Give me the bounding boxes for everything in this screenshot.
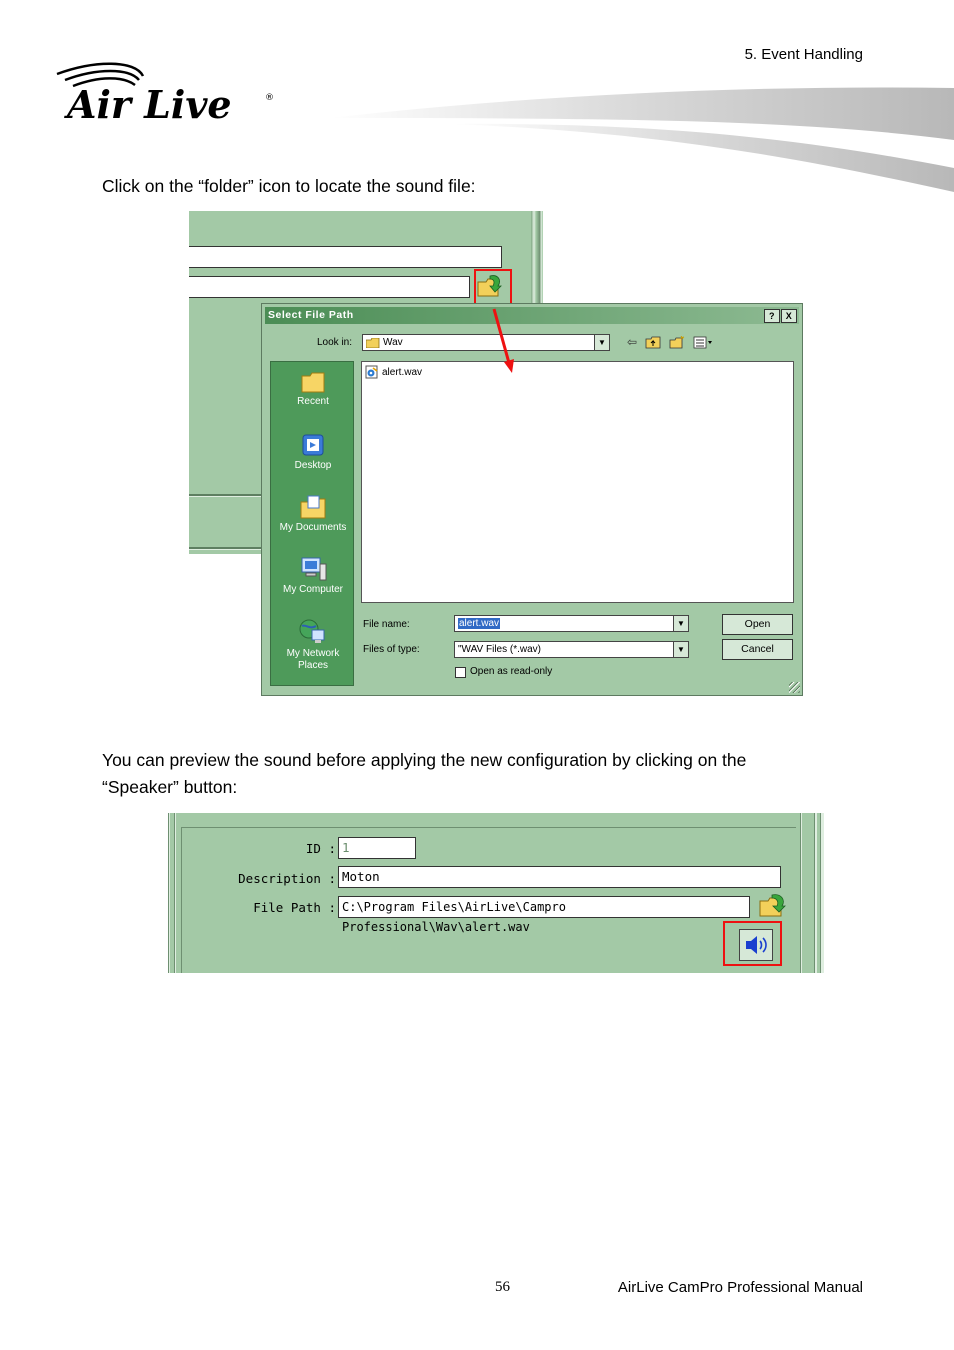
- file-name-label: File name:: [363, 619, 410, 630]
- place-label: My Computer: [282, 584, 343, 595]
- file-item[interactable]: [365, 365, 422, 379]
- place-label: Recent: [297, 396, 329, 407]
- place-my-documents[interactable]: [271, 494, 355, 534]
- dialog-titlebar: [265, 307, 799, 324]
- resize-grip[interactable]: [789, 682, 800, 693]
- svg-text:Air Live: Air Live: [67, 82, 232, 126]
- window-border: [168, 813, 176, 973]
- description-field[interactable]: [189, 246, 502, 268]
- instruction-speaker: [102, 747, 746, 801]
- desktop-icon: [300, 432, 326, 458]
- file-name-input[interactable]: [454, 615, 689, 632]
- files-of-type-label: Files of type:: [363, 644, 420, 655]
- audio-file-icon: [365, 365, 379, 379]
- dialog-title: Select File Path: [268, 309, 354, 321]
- recent-folder-icon: [300, 370, 326, 394]
- place-desktop[interactable]: [271, 432, 355, 472]
- new-folder-icon[interactable]: [669, 336, 685, 349]
- description-label: Description :: [238, 871, 336, 886]
- my-documents-icon: [299, 494, 327, 520]
- look-in-label: Look in:: [317, 337, 353, 348]
- description-input[interactable]: Moton: [338, 866, 781, 888]
- folder-icon: [758, 891, 788, 919]
- back-icon[interactable]: ⇦: [627, 335, 638, 349]
- up-folder-icon[interactable]: [645, 336, 661, 349]
- folder-icon: [366, 338, 380, 348]
- instruction-line: You can preview the sound before applying the new configuration by clicking on the: [102, 750, 747, 770]
- svg-text:®: ®: [265, 93, 274, 103]
- airlive-logo: [55, 60, 285, 126]
- file-name-value: alert.wav: [459, 618, 500, 629]
- id-label: ID :: [305, 841, 336, 856]
- view-menu-icon[interactable]: [693, 336, 713, 349]
- place-label: My Network Places: [286, 648, 340, 671]
- my-computer-icon: [298, 556, 328, 582]
- folder-browse-button[interactable]: [758, 891, 788, 922]
- instruction-line: “Speaker” button:: [102, 777, 238, 797]
- page-number: 56: [495, 1279, 510, 1295]
- id-field[interactable]: 1: [338, 837, 416, 859]
- cancel-button[interactable]: Cancel: [722, 639, 793, 660]
- chevron-down-icon[interactable]: ▼: [673, 616, 688, 631]
- help-button[interactable]: ?: [764, 309, 780, 323]
- place-label: My Documents: [279, 522, 347, 533]
- divider: [189, 547, 269, 550]
- place-recent[interactable]: [271, 370, 355, 408]
- open-button[interactable]: Open: [722, 614, 793, 635]
- window-border: [796, 813, 824, 973]
- file-path-input[interactable]: C:\Program Files\AirLive\Campro Professional\Wav\alert.wav: [338, 896, 750, 918]
- file-path-field[interactable]: [189, 276, 470, 298]
- files-of-type-value: "WAV Files (*.wav): [458, 644, 541, 655]
- read-only-checkbox[interactable]: [455, 667, 466, 678]
- chapter-title: 5. Event Handling: [744, 46, 863, 63]
- red-arrow: [490, 305, 530, 375]
- place-my-network[interactable]: [271, 618, 355, 672]
- dialog-toolbar: [627, 335, 713, 349]
- network-places-icon: [298, 618, 328, 646]
- files-of-type-select[interactable]: [454, 641, 689, 658]
- read-only-label: Open as read-only: [470, 666, 553, 677]
- file-name: alert.wav: [382, 366, 423, 378]
- look-in-select[interactable]: [362, 334, 610, 351]
- file-list[interactable]: [361, 361, 794, 603]
- instruction-folder: Click on the “folder” icon to locate the sound file:: [102, 176, 476, 196]
- place-my-computer[interactable]: [271, 556, 355, 596]
- places-bar: [270, 361, 354, 686]
- chevron-down-icon[interactable]: ▼: [594, 335, 609, 350]
- close-button[interactable]: X: [781, 309, 797, 323]
- speaker-highlight-box: [723, 921, 782, 966]
- select-file-dialog: [261, 303, 803, 696]
- divider: [189, 494, 269, 497]
- file-path-label: File Path :: [253, 900, 336, 915]
- look-in-value: Wav: [383, 337, 403, 348]
- chevron-down-icon[interactable]: ▼: [673, 642, 688, 657]
- place-label: Desktop: [294, 460, 332, 471]
- manual-title: AirLive CamPro Professional Manual: [617, 1279, 863, 1296]
